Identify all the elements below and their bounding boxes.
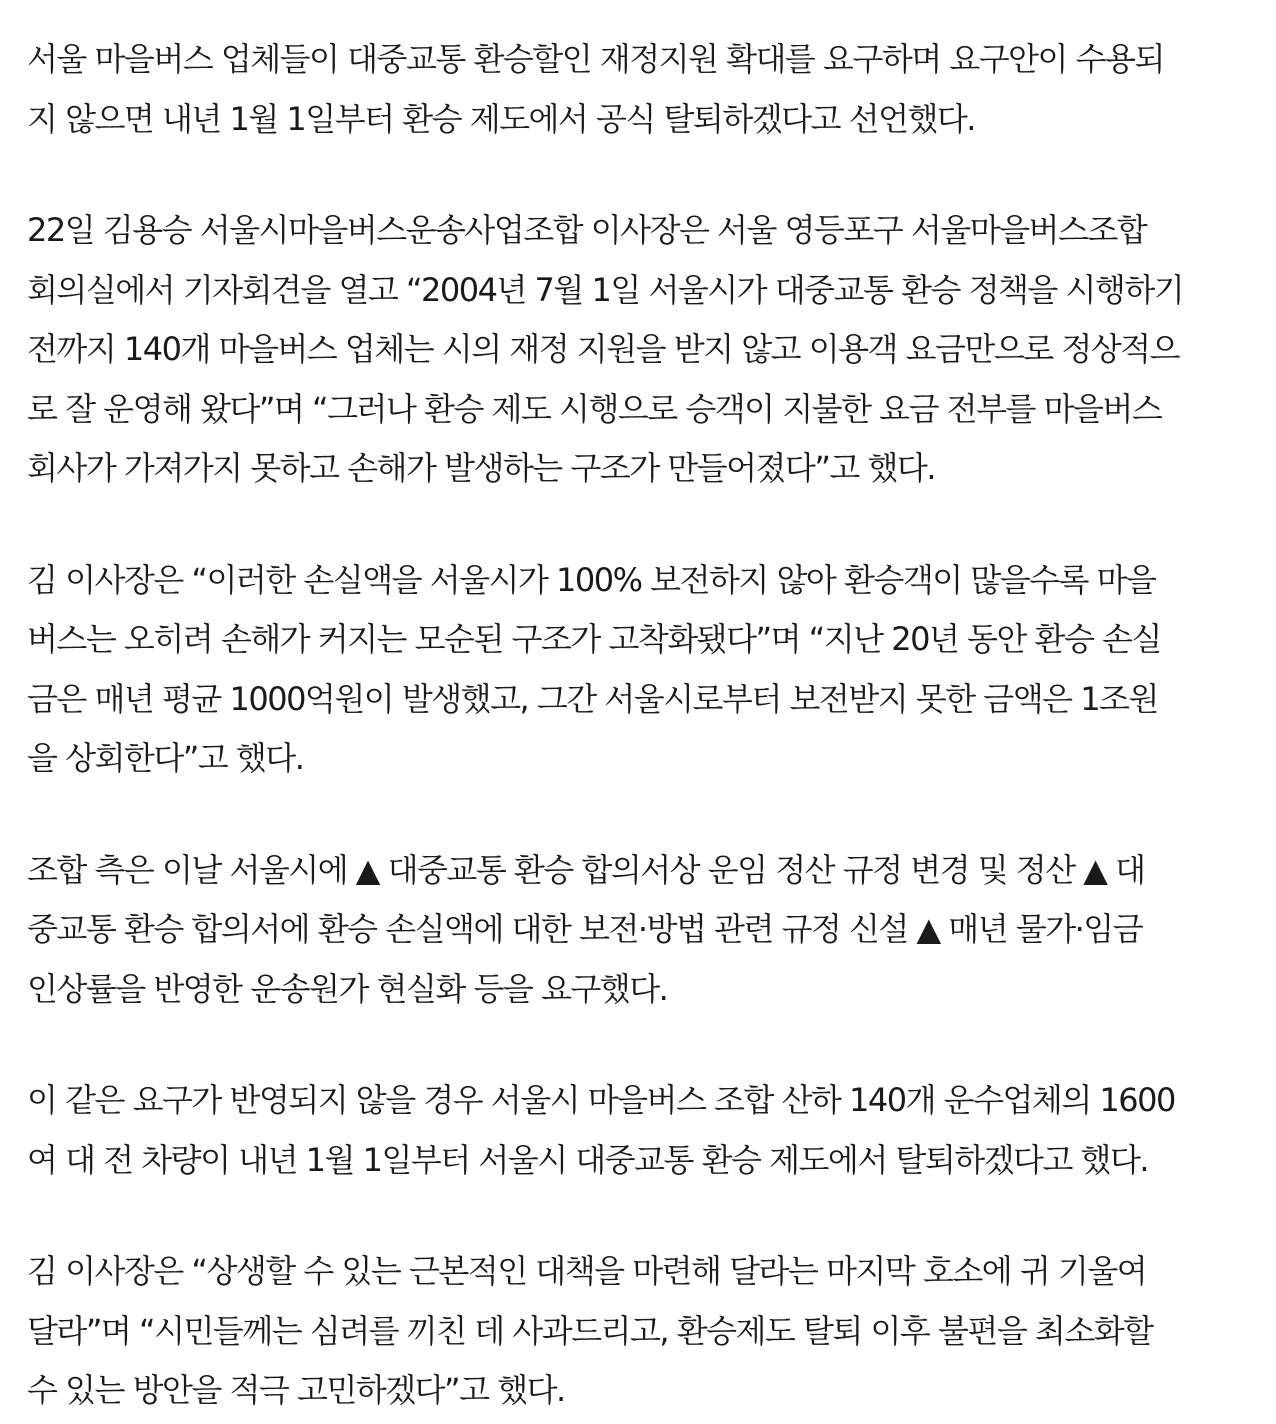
text-line: 김 이사장은 “이러한 손실액을 서울시가 100% 보전하지 않아 환승객이 많을수록 마을 [27,560,1156,599]
text-line: 회의실에서 기자회견을 열고 “2004년 7월 1일 서울시가 대중교통 환승 정책을 시행하기 [27,270,1184,309]
text-line: 중교통 환승 합의서에 환승 손실액에 대한 보전·방법 관련 규정 신설 ▲ 매년 물가·임금 [27,910,1143,948]
text-line: 로 잘 운영해 왔다”며 “그러나 환승 제도 시행으로 승객이 지불한 요금 전부를 마을버스 [27,389,1162,428]
text-line: 회사가 가져가지 못하고 손해가 발생하는 구조가 만들어졌다”고 했다. [27,449,935,487]
text-line: 전까지 140개 마을버스 업체는 시의 재정 지원을 받지 않고 이용객 요금만으로 정상적으 [27,330,1179,368]
text-line: 여 대 전 차량이 내년 1월 1일부터 서울시 대중교통 환승 제도에서 탈퇴하겠다고 했다. [27,1140,1149,1179]
text-line: 수 있는 방안을 적극 고민하겠다”고 했다. [27,1371,565,1409]
text-line: 을 상회한다”고 했다. [27,739,304,777]
paragraph-5 [27,1071,1254,1190]
paragraph-3 [27,551,1254,789]
text-line: 22일 김용승 서울시마을버스운송사업조합 이사장은 서울 영등포구 서울마을버스조합 [27,211,1147,249]
text-line: 이 같은 요구가 반영되지 않을 경우 서울시 마을버스 조합 산하 140개 운수업체의 1600 [27,1081,1175,1119]
text-line: 서울 마을버스 업체들이 대중교통 환승할인 재정지원 확대를 요구하며 요구안이 수용되 [27,40,1164,78]
text-line: 달라”며 “시민들께는 심려를 끼친 데 사과드리고, 환승제도 탈퇴 이후 불편을 최소화할 [27,1311,1153,1350]
text-line: 금은 매년 평균 1000억원이 발생했고, 그간 서울시로부터 보전받지 못한 금액은 1조원 [27,679,1158,718]
text-line: 인상률을 반영한 운송원가 현실화 등을 요구했다. [27,969,668,1008]
paragraph-4 [27,841,1254,1020]
text-line: 조합 측은 이날 서울시에 ▲ 대중교통 환승 합의서상 운임 정산 규정 변경 및 정산 ▲ 대 [27,850,1145,889]
text-line: 버스는 오히려 손해가 커지는 모순된 구조가 고착화됐다”며 “지난 20년 동안 환승 손실 [27,620,1161,658]
article-body [27,30,1254,1421]
paragraph-1 [27,30,1254,149]
paragraph-6 [27,1242,1254,1421]
text-line: 지 않으면 내년 1월 1일부터 환승 제도에서 공식 탈퇴하겠다고 선언했다. [27,99,975,138]
text-line: 김 이사장은 “상생할 수 있는 근본적인 대책을 마련해 달라는 마지막 호소에 귀 기울여 [27,1252,1147,1290]
paragraph-2 [27,201,1254,499]
